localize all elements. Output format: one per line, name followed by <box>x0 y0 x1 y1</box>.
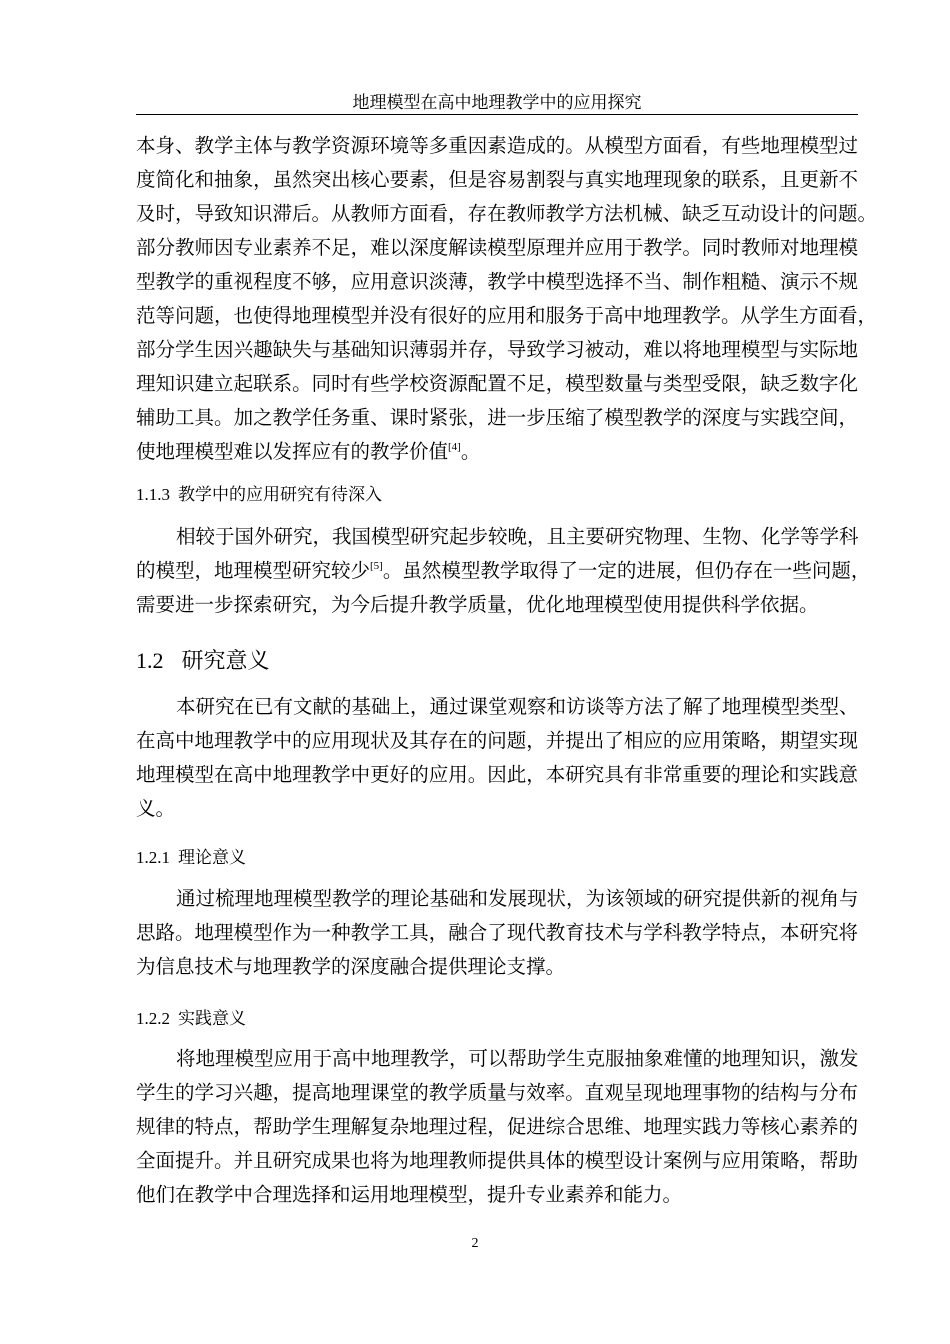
paragraph-1-2-2 <box>136 1043 858 1213</box>
text-line: 他们在教学中合理选择和运用地理模型，提升专业素养和能力。 <box>136 1185 683 1206</box>
section-title: 实践意义 <box>178 1009 246 1028</box>
text-line: 需要进一步探索研究，为今后提升教学质量，优化地理模型使用提供科学依据。 <box>136 595 819 616</box>
text-line: 度简化和抽象，虽然突出核心要素，但是容易割裂与真实地理现象的联系，且更新不 <box>136 170 858 191</box>
section-heading-1-1-3 <box>136 483 382 507</box>
text-line: 部分教师因专业素养不足，难以深度解读模型原理并应用于教学。同时教师对地理模 <box>136 238 858 259</box>
text-line: 地理模型在高中地理教学中更好的应用。因此，本研究具有非常重要的理论和实践意 <box>136 765 858 786</box>
text-line: 理知识建立起联系。同时有些学校资源配置不足，模型数量与类型受限，缺乏数字化 <box>136 374 858 395</box>
text-line: 在高中地理教学中的应用现状及其存在的问题，并提出了相应的应用策略，期望实现 <box>136 731 858 752</box>
text-line <box>136 436 858 470</box>
citation-ref[interactable]: [5] <box>370 560 383 572</box>
text-line: 辅助工具。加之教学任务重、课时紧张，进一步压缩了模型教学的深度与实践空间， <box>136 408 858 429</box>
text-line: 规律的特点，帮助学生理解复杂地理过程，促进综合思维、地理实践力等核心素养的 <box>136 1117 858 1138</box>
text: 的模型，地理模型研究较少 <box>136 561 371 582</box>
text-line: 及时，导致知识滞后。从教师方面看，存在教师教学方法机械、缺乏互动设计的问题。 <box>136 204 878 225</box>
text: 。虽然模型教学取得了一定的进展，但仍存在一些问题， <box>382 561 871 582</box>
text-line: 范等问题，也使得地理模型并没有很好的应用和服务于高中地理教学。从学生方面看， <box>136 306 878 327</box>
section-heading-1-2-2 <box>136 1007 246 1031</box>
text-line: 义。 <box>136 799 176 820</box>
page-number: 2 <box>471 1236 479 1251</box>
text-line: 型教学的重视程度不够，应用意识淡薄，教学中模型选择不当、制作粗糙、演示不规 <box>136 272 858 293</box>
section-title: 教学中的应用研究有待深入 <box>178 485 382 504</box>
text: 。 <box>460 442 481 463</box>
running-header: 地理模型在高中地理教学中的应用探究 <box>352 93 642 112</box>
text-line: 学生的学习兴趣，提高地理课堂的教学质量与效率。直观呈现地理事物的结构与分布 <box>136 1083 858 1104</box>
text-line: 本研究在已有文献的基础上，通过课堂观察和访谈等方法了解了地理模型类型、 <box>176 697 859 718</box>
section-number: 1.2.1 <box>136 848 170 867</box>
text-line <box>136 555 871 589</box>
paragraph-1-2-1 <box>136 883 858 985</box>
section-number: 1.1.3 <box>136 485 170 504</box>
header-divider <box>136 114 858 115</box>
text-line: 将地理模型应用于高中地理教学，可以帮助学生克服抽象难懂的地理知识，激发 <box>176 1049 859 1070</box>
paragraph-1-1-3 <box>136 521 871 623</box>
text-line: 通过梳理地理模型教学的理论基础和发展现状，为该领域的研究提供新的视角与 <box>176 889 859 910</box>
section-number: 1.2.2 <box>136 1009 170 1028</box>
text-line: 为信息技术与地理教学的深度融合提供理论支撑。 <box>136 957 566 978</box>
text: 使地理模型难以发挥应有的教学价值 <box>136 442 449 463</box>
text-line: 本身、教学主体与教学资源环境等多重因素造成的。从模型方面看，有些地理模型过 <box>136 136 858 157</box>
text-line: 全面提升。并且研究成果也将为地理教师提供具体的模型设计案例与应用策略，帮助 <box>136 1151 858 1172</box>
section-heading-1-2 <box>136 646 270 676</box>
text-line: 思路。地理模型作为一种教学工具，融合了现代教育技术与学科教学特点，本研究将 <box>136 923 858 944</box>
text-line: 相较于国外研究，我国模型研究起步较晚，且主要研究物理、生物、化学等学科 <box>176 527 859 548</box>
paragraph-1-2 <box>136 691 858 827</box>
section-title: 理论意义 <box>178 848 246 867</box>
paragraph-causes <box>136 130 878 470</box>
text-line: 部分学生因兴趣缺失与基础知识薄弱并存，导致学习被动，难以将地理模型与实际地 <box>136 340 858 361</box>
citation-ref[interactable]: [4] <box>448 441 461 453</box>
section-heading-1-2-1 <box>136 846 246 870</box>
section-number: 1.2 <box>136 648 164 673</box>
section-title: 研究意义 <box>181 648 270 673</box>
